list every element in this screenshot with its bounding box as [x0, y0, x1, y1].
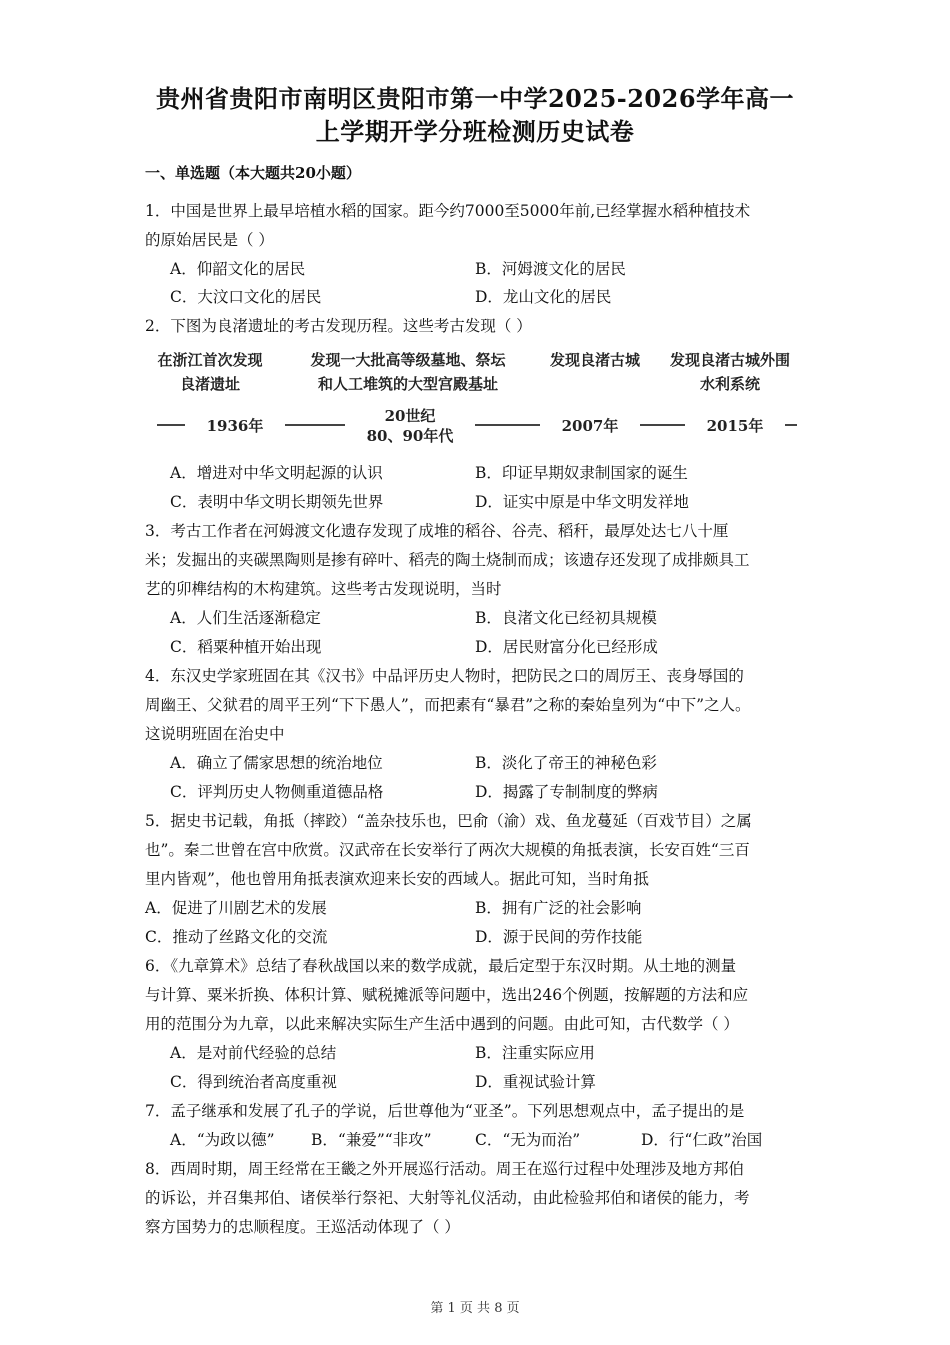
q8-line-1: 8．西周时期，周王经常在王畿之外开展巡行活动。周王在巡行过程中处理涉及地方邦伯 — [145, 1160, 744, 1178]
q4-line-1: 4．东汉史学家班固在其《汉书》中品评历史人物时，把防民之口的周厉王、丧身辱国的 — [145, 667, 744, 685]
q4-option-d: D．揭露了专制制度的弊病 — [475, 783, 658, 801]
timeline-year-3: 2007年 — [540, 416, 640, 436]
title-line-1: 贵州省贵阳市南明区贵阳市第一中学2025-2026学年高一 — [155, 84, 795, 113]
q5-line-2: 也”。秦二世曾在宫中欣赏。汉武帝在长安举行了两次大规模的角抵表演，长安百姓“三百 — [145, 841, 750, 859]
q5-line-3: 里内皆观”，他也曾用角抵表演欢迎来长安的西域人。据此可知，当时角抵 — [145, 870, 649, 888]
q3-line-1: 3．考古工作者在河姆渡文化遗存发现了成堆的稻谷、谷壳、稻秆，最厚处达七八十厘 — [145, 522, 729, 540]
q2-line-1: 2．下图为良渚遗址的考古发现历程。这些考古发现（ ） — [145, 317, 532, 335]
q4-line-2: 周幽王、父狱君的周平王列“下下愚人”，而把素有“暴君”之称的秦始皇列为“中下”之人。 — [145, 696, 751, 714]
q6-option-d: D．重视试验计算 — [475, 1073, 596, 1091]
q1-option-b: B．河姆渡文化的居民 — [475, 260, 626, 278]
q5-option-c: C．推动了丝路文化的交流 — [145, 928, 328, 946]
q7-option-b: B．“兼爱”“非攻” — [311, 1131, 432, 1149]
q5-option-b: B．拥有广泛的社会影响 — [475, 899, 642, 917]
q3-option-a: A．人们生活逐渐稳定 — [170, 609, 321, 627]
q3-option-d: D．居民财富分化已经形成 — [475, 638, 658, 656]
q3-option-c: C．稻粟种植开始出现 — [170, 638, 322, 656]
q7-option-d: D．行“仁政”治国 — [641, 1131, 763, 1149]
q2-option-b: B．印证早期奴隶制国家的诞生 — [475, 464, 688, 482]
q4-option-a: A．确立了儒家思想的统治地位 — [170, 754, 383, 772]
q2-option-a: A．增进对中华文明起源的认识 — [170, 464, 383, 482]
q4-option-b: B．淡化了帝王的神秘色彩 — [475, 754, 657, 772]
title-line-2: 上学期开学分班检测历史试卷 — [315, 117, 635, 146]
liangzhu-timeline — [145, 340, 810, 460]
q6-option-b: B．注重实际应用 — [475, 1044, 595, 1062]
q4-option-c: C．评判历史人物侧重道德品格 — [170, 783, 384, 801]
timeline-event-4-label: 发现良渚古城外围 水利系统 — [669, 351, 790, 393]
timeline-event-3-label: 发现良渚古城 — [549, 351, 640, 369]
q3-option-b: B．良渚文化已经初具规模 — [475, 609, 657, 627]
timeline-event-2-label: 发现一大批高等级墓地、祭坛 和人工堆筑的大型宫殿基址 — [310, 351, 506, 393]
q5-option-a: A．促进了川剧艺术的发展 — [145, 899, 327, 917]
q5-option-d: D．源于民间的劳作技能 — [475, 928, 643, 946]
timeline-year-2: 20世纪 80、90年代 — [345, 406, 475, 446]
q1-line-2: 的原始居民是（ ） — [145, 231, 274, 249]
q7-option-c: C．“无为而治” — [475, 1131, 581, 1149]
q6-option-a: A．是对前代经验的总结 — [170, 1044, 337, 1062]
q1-line-1: 1．中国是世界上最早培植水稻的国家。距今约7000至5000年前,已经掌握水稻种植技术 — [145, 202, 751, 220]
q6-line-1: 6．《九章算术》总结了春秋战国以来的数学成就，最后定型于东汉时期。从土地的测量 — [145, 957, 737, 975]
exam-title — [120, 82, 830, 148]
q3-line-3: 艺的卯榫结构的木构建筑。这些考古发现说明，当时 — [145, 580, 502, 598]
timeline-year-4: 2015年 — [685, 416, 785, 436]
q1-option-c: C．大汶口文化的居民 — [170, 288, 322, 306]
q2-option-c: C．表明中华文明长期领先世界 — [170, 493, 384, 511]
q4-line-3: 这说明班固在治史中 — [145, 725, 285, 743]
q5-line-1: 5．据史书记载，角抵（摔跤）“盖杂技乐也，巴俞（渝）戏、鱼龙蔓延（百戏节目）之属 — [145, 812, 752, 830]
q3-line-2: 米；发掘出的夹碳黑陶则是掺有碎叶、稻壳的陶土烧制而成；该遗存还发现了成排颇具工 — [145, 551, 750, 569]
q7-option-a: A．“为政以德” — [170, 1131, 275, 1149]
section-heading: 一、单选题（本大题共20小题） — [145, 164, 361, 182]
timeline-year-1: 1936年 — [185, 416, 285, 436]
q7-line-1: 7．孟子继承和发展了孔子的学说，后世尊他为“亚圣”。下列思想观点中，孟子提出的是 — [145, 1102, 745, 1120]
q8-line-2: 的诉讼，并召集邦伯、诸侯举行祭祀、大射等礼仪活动，由此检验邦伯和诸侯的能力，考 — [145, 1189, 750, 1207]
q1-option-a: A．仰韶文化的居民 — [170, 260, 306, 278]
q6-line-3: 用的范围分为九章，以此来解决实际生产生活中遇到的问题。由此可知，古代数学（ ） — [145, 1015, 739, 1033]
q6-option-c: C．得到统治者高度重视 — [170, 1073, 337, 1091]
q8-line-3: 察方国势力的忠顺程度。王巡活动体现了（ ） — [145, 1218, 460, 1236]
page-footer: 第 1 页 共 8 页 — [430, 1301, 520, 1316]
q6-line-2: 与计算、粟米折换、体积计算、赋税摊派等问题中，选出246个例题，按解题的方法和应 — [145, 986, 749, 1004]
q2-option-d: D．证实中原是中华文明发祥地 — [475, 493, 689, 511]
timeline-event-1-label: 在浙江首次发现 良渚遗址 — [157, 351, 263, 393]
q1-option-d: D．龙山文化的居民 — [475, 288, 612, 306]
